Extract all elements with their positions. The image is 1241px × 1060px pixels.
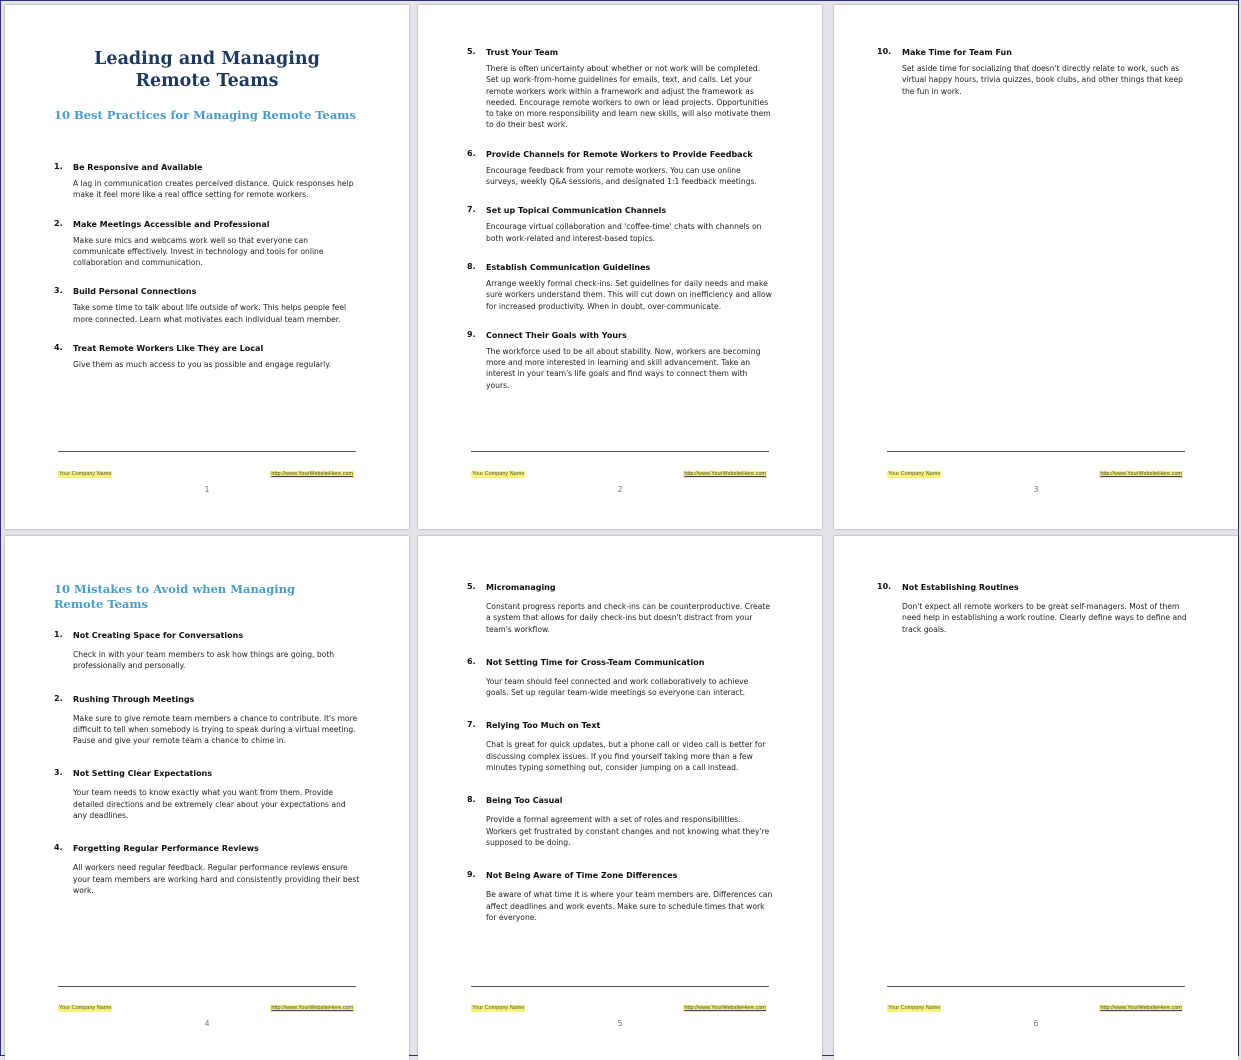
item-title: Being Too Casual xyxy=(486,796,563,806)
item-description: Your team needs to know exactly what you want from them. Provide detailed directions and be extremely clear about your expectations and any deadlines. xyxy=(73,788,346,821)
footer-website-link[interactable]: http://www.YourWebsiteHere.com xyxy=(684,1005,766,1011)
item-title: Not Being Aware of Time Zone Differences xyxy=(486,871,678,881)
footer-company: Your Company Name xyxy=(472,1005,525,1011)
page-4 xyxy=(5,536,409,1060)
item-description: A lag in communication creates perceived distance. Quick responses help make it feel more like a real office setting for remote workers. xyxy=(73,179,354,200)
item-number: 6. xyxy=(467,656,476,666)
item-description: Don't expect all remote workers to be great self-managers. Most of them need help in establishing a work routine. Clearly define ways to define and track goals. xyxy=(902,602,1187,634)
item-number: 7. xyxy=(467,720,476,730)
list-item xyxy=(877,582,1189,635)
footer-divider xyxy=(471,451,769,452)
item-title: Set up Topical Communication Channels xyxy=(486,206,667,216)
section-heading-best-practices: 10 Best Practices for Managing Remote Teams xyxy=(54,108,356,122)
page-number: 2 xyxy=(617,485,623,494)
item-number: 5. xyxy=(467,582,476,591)
item-description: Make sure mics and webcams work well so that everyone can communicate effectively. Invest in technology and tools for online collaboration and communication. xyxy=(73,235,324,268)
list-item xyxy=(467,582,773,635)
list-item xyxy=(54,219,360,269)
list-item xyxy=(467,330,773,391)
list-item xyxy=(877,47,1189,97)
footer-company: Your Company Name xyxy=(59,471,112,477)
page-number: 3 xyxy=(1033,485,1039,494)
item-number: 3. xyxy=(54,286,63,296)
item-description: Your team should feel connected and work collaboratively to achieve goals. Set up regular team-wide meetings so everyone can interact. xyxy=(486,676,749,698)
item-title: Build Personal Connections xyxy=(73,287,197,297)
page-number: 1 xyxy=(204,485,210,494)
item-description: Be aware of what time it is where your team members are. Differences can affect deadlines and work events. Make sure to schedule times that work for everyone. xyxy=(486,890,773,922)
list-item xyxy=(467,720,773,773)
item-description: Set aside time for socializing that doesn't directly relate to work, such as virtual happy hours, trivia quizzes, book clubs, and other things that keep the fun in work. xyxy=(902,64,1183,96)
item-number: 10. xyxy=(877,582,892,591)
item-number: 2. xyxy=(54,693,63,703)
item-number: 8. xyxy=(467,261,476,271)
item-title: Rushing Through Meetings xyxy=(73,694,195,704)
footer-company: Your Company Name xyxy=(59,1005,112,1011)
footer-divider xyxy=(58,986,356,987)
item-number: 6. xyxy=(467,148,476,158)
list-item xyxy=(54,343,360,370)
page-6 xyxy=(834,536,1238,1060)
list-item xyxy=(54,768,360,821)
page-number: 5 xyxy=(617,1019,623,1028)
item-title: Establish Communication Guidelines xyxy=(486,262,651,272)
item-number: 9. xyxy=(467,870,476,880)
list-item xyxy=(54,630,360,672)
list-item xyxy=(467,262,773,312)
page-number: 6 xyxy=(1033,1019,1039,1028)
item-number: 1. xyxy=(54,162,63,171)
item-number: 4. xyxy=(54,343,63,353)
list-item xyxy=(467,795,773,848)
item-title: Be Responsive and Available xyxy=(73,163,203,172)
item-number: 9. xyxy=(467,329,476,339)
list-item xyxy=(467,205,773,244)
footer-company: Your Company Name xyxy=(472,471,525,477)
item-description: Encourage feedback from your remote workers. You can use online surveys, weekly Q&A sessions, and designated 1:1 feedback meetings. xyxy=(486,165,757,187)
item-number: 10. xyxy=(877,47,892,56)
list-item xyxy=(54,694,360,747)
footer-website-link[interactable]: http://www.YourWebsiteHere.com xyxy=(271,1005,353,1011)
footer-website-link[interactable]: http://www.YourWebsiteHere.com xyxy=(684,471,766,477)
item-title: Micromanaging xyxy=(486,583,556,592)
footer-divider xyxy=(58,451,356,452)
item-description: Chat is great for quick updates, but a phone call or video call is better for discussing complex issues. If you find yourself taking more than a few minutes typing something out, consider jumping on a call instead. xyxy=(486,740,766,773)
item-title: Forgetting Regular Performance Reviews xyxy=(73,844,259,854)
item-title: Make Time for Team Fun xyxy=(902,48,1012,57)
item-number: 1. xyxy=(54,630,63,639)
section-heading-mistakes: 10 Mistakes to Avoid when Managing Remote Teams xyxy=(54,582,296,611)
footer-divider xyxy=(887,986,1185,987)
footer-divider xyxy=(887,451,1185,452)
document-title: Leading and Managing Remote Teams xyxy=(94,49,320,91)
page-1 xyxy=(5,5,409,529)
item-description: Take some time to talk about life outside of work. This helps people feel more connected. Learn what motivates each individual team member. xyxy=(73,303,347,324)
item-description: Arrange weekly formal check-ins. Set guidelines for daily needs and make sure workers understand them. This will cut down on inefficiency and allow for increased productivity. When in doubt, over-communicate. xyxy=(486,278,772,311)
page-5 xyxy=(418,536,822,1060)
item-description: Make sure to give remote team members a chance to contribute. It's more difficult to tell when somebody is trying to speak during a virtual meeting. Pause and give your remote team a chance to chime in. xyxy=(73,713,358,746)
footer-website-link[interactable]: http://www.YourWebsiteHere.com xyxy=(271,471,353,477)
item-title: Connect Their Goals with Yours xyxy=(486,330,627,340)
item-title: Make Meetings Accessible and Professional xyxy=(73,219,270,229)
footer-divider xyxy=(471,986,769,987)
item-title: Provide Channels for Remote Workers to Provide Feedback xyxy=(486,149,753,159)
footer-website-link[interactable]: http://www.YourWebsiteHere.com xyxy=(1100,471,1182,477)
footer-company: Your Company Name xyxy=(888,471,941,477)
item-number: 8. xyxy=(467,795,476,805)
page-2 xyxy=(418,5,822,529)
item-title: Trust Your Team xyxy=(486,48,559,57)
footer-company: Your Company Name xyxy=(888,1005,941,1011)
item-number: 2. xyxy=(54,218,63,228)
footer-website-link[interactable]: http://www.YourWebsiteHere.com xyxy=(1100,1005,1182,1011)
list-item xyxy=(54,162,360,201)
item-number: 5. xyxy=(467,47,476,56)
item-title: Not Setting Clear Expectations xyxy=(73,769,213,779)
item-title: Not Establishing Routines xyxy=(902,583,1019,592)
item-title: Not Setting Time for Cross-Team Communication xyxy=(486,657,705,667)
item-number: 7. xyxy=(467,205,476,215)
item-description: Provide a formal agreement with a set of roles and responsibilities. Workers get frustrated by constant changes and not knowing what they're supposed to be doing. xyxy=(486,815,770,847)
item-description: Encourage virtual collaboration and 'coffee-time' chats with channels on both work-related and interest-based topics. xyxy=(486,222,762,243)
list-item xyxy=(467,657,773,699)
page-3 xyxy=(834,5,1238,529)
item-number: 4. xyxy=(54,843,63,853)
item-description: There is often uncertainty about whether or not work will be completed. Set up work-from-home guidelines for emails, text, and calls. Let your remote workers work within a framework and adjust the framework as needed. Encourage remote workers to own or lead projects. Opportunities to take on more responsibility and learn new skills, will also motivate them to do their best work. xyxy=(486,64,771,130)
item-description: Give them as much access to you as possible and engage regularly. xyxy=(73,360,332,370)
list-item xyxy=(467,149,773,188)
list-item xyxy=(467,47,773,131)
item-description: Check in with your team members to ask how things are going, both professionally and personally. xyxy=(73,650,335,671)
item-title: Not Creating Space for Conversations xyxy=(73,631,244,640)
list-item xyxy=(54,286,360,325)
list-item xyxy=(54,843,360,896)
page-number: 4 xyxy=(204,1019,210,1028)
item-description: Constant progress reports and check-ins can be counterproductive. Create a system that allows for daily check-ins but doesn't distract from your team's workflow. xyxy=(486,602,770,634)
item-title: Treat Remote Workers Like They are Local xyxy=(73,344,264,354)
item-title: Relying Too Much on Text xyxy=(486,721,601,731)
item-description: All workers need regular feedback. Regular performance reviews ensure your team members are working hard and consistently providing their best work. xyxy=(73,863,360,895)
list-item xyxy=(467,870,773,923)
item-number: 3. xyxy=(54,768,63,778)
item-description: The workforce used to be all about stability. Now, workers are becoming more and more interested in learning and skill advancement. Take an interest in your team's life goals and find ways to connect them with yours. xyxy=(486,346,761,390)
